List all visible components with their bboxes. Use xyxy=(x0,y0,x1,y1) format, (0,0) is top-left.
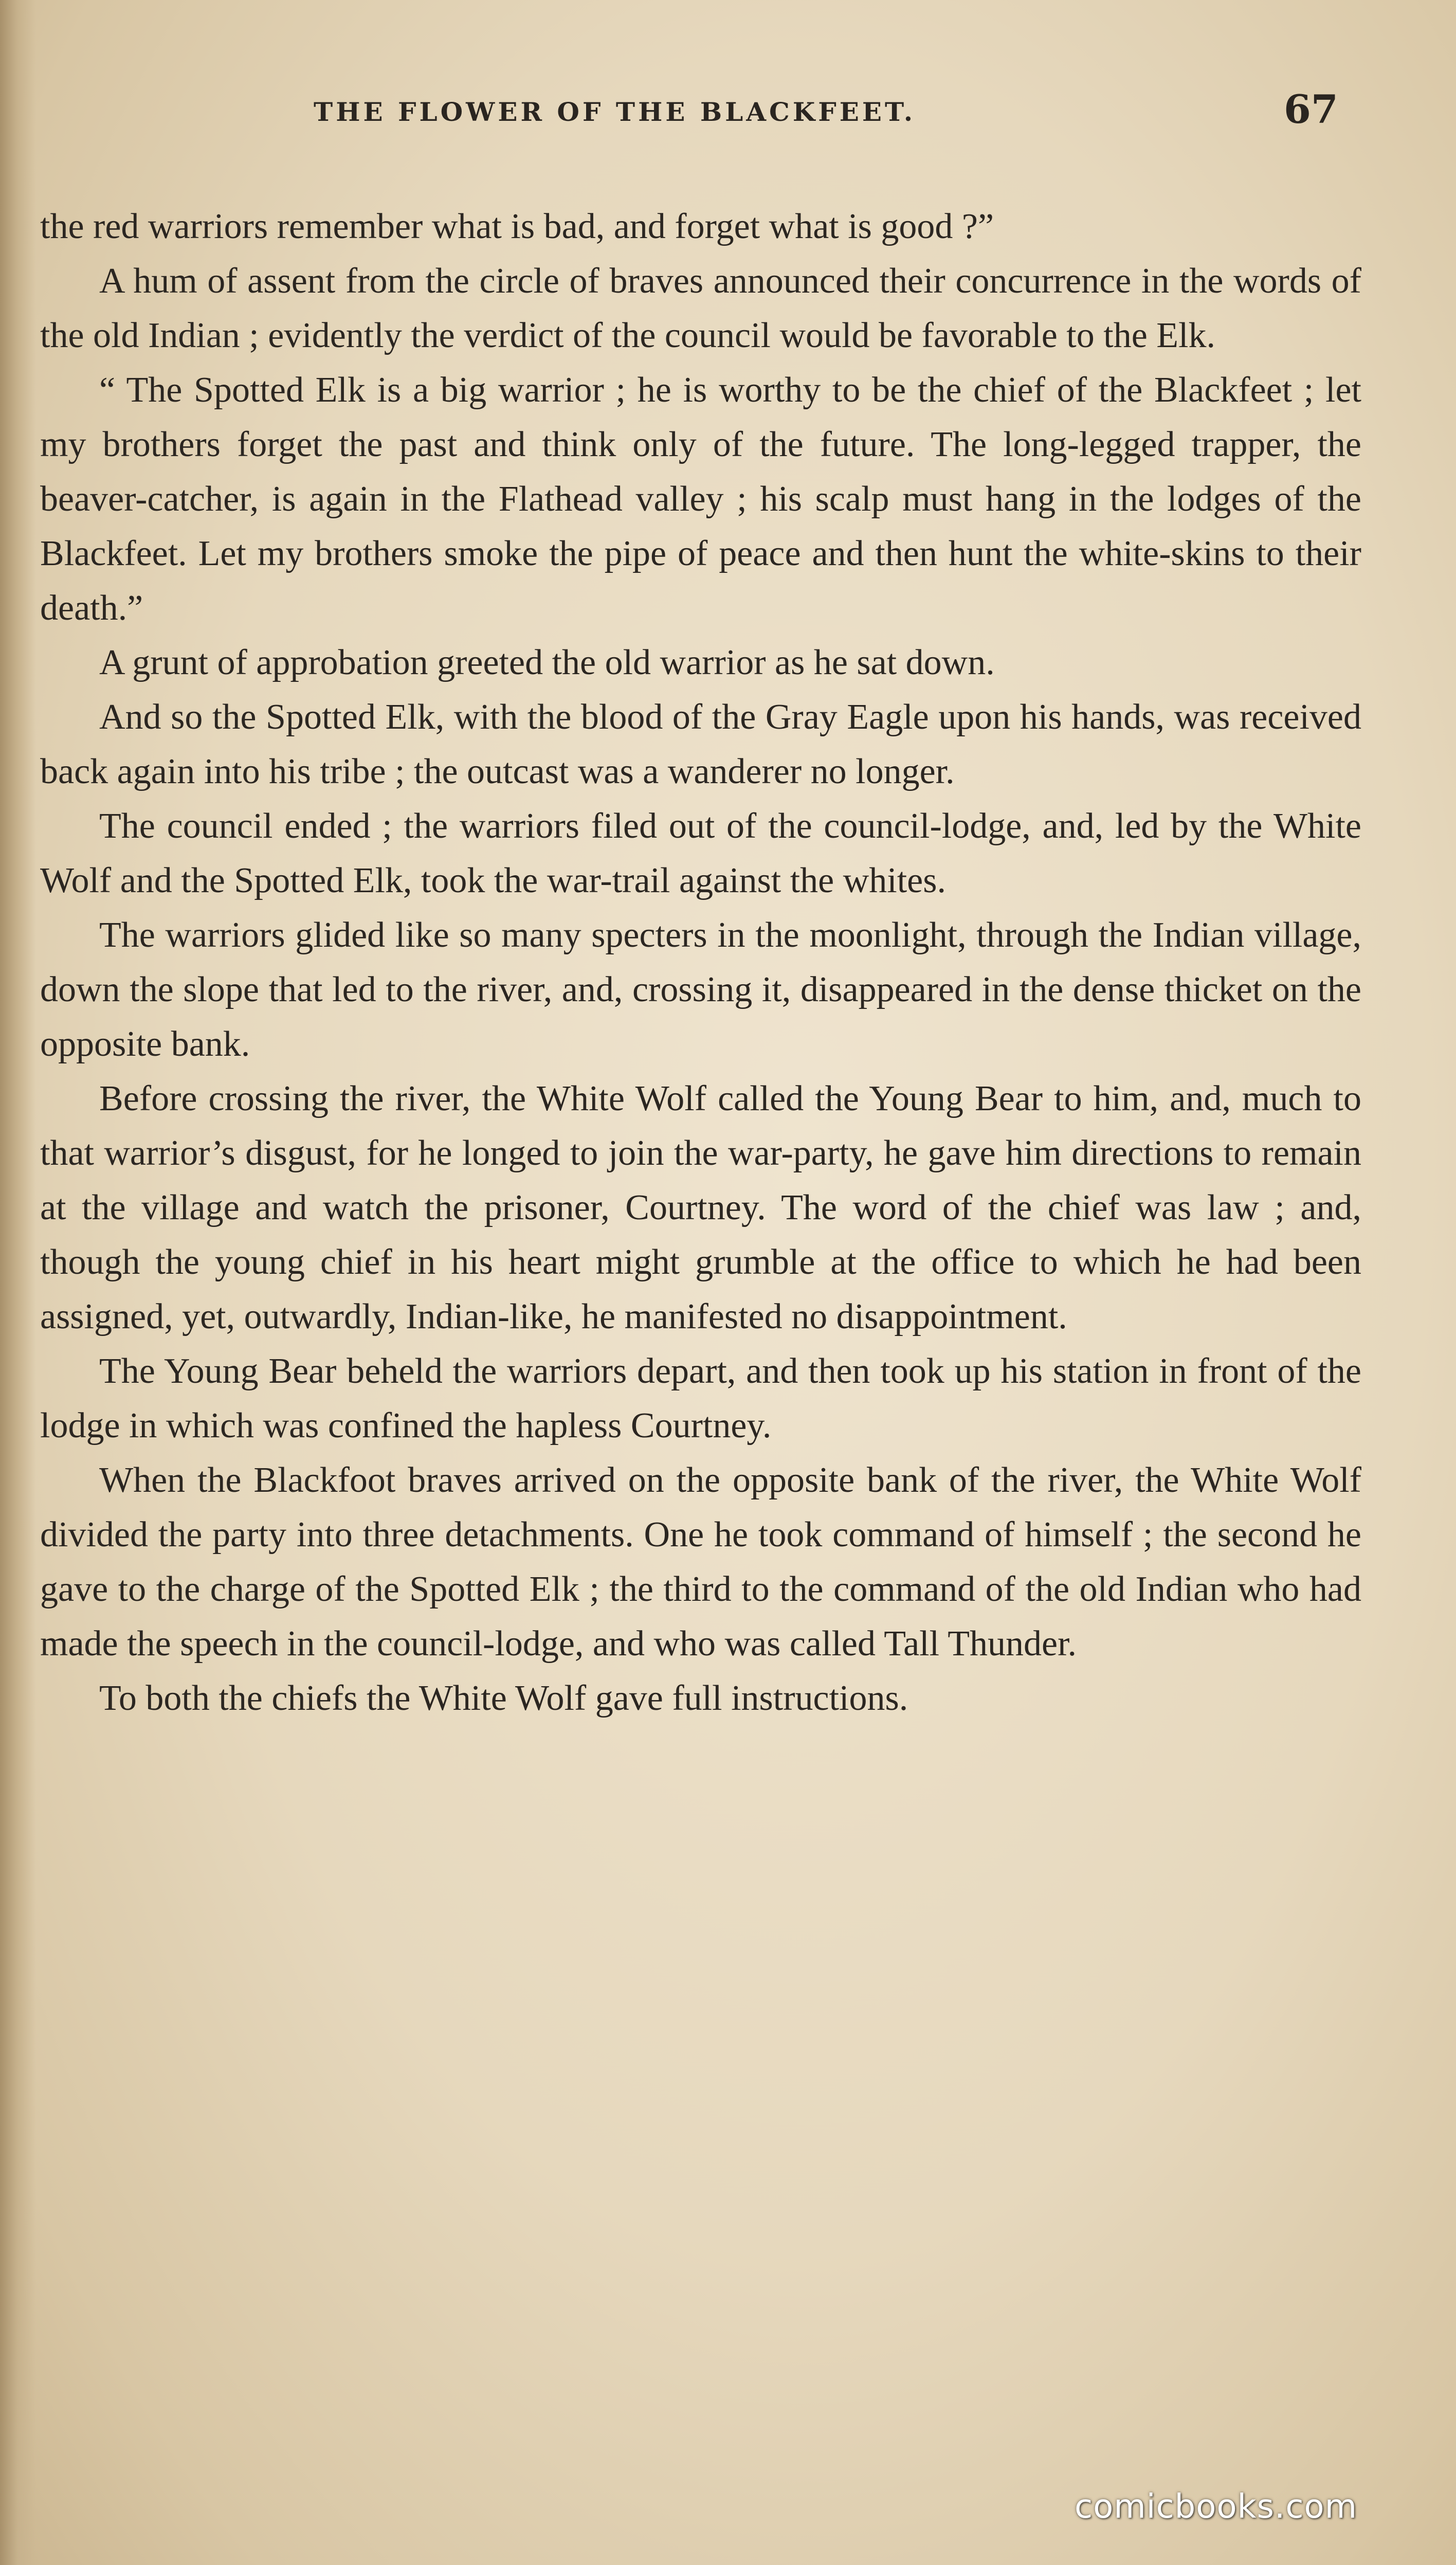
paragraph: The council ended ; the warriors filed out of the council-lodge, and, led by the White Wolf and the Spotted Elk, took the war-trail against the whites. xyxy=(40,806,1361,900)
paragraph: The Young Bear beheld the warriors depart, and then took up his station in front of the lodge in which was confined the hapless Courtney. xyxy=(40,1351,1361,1446)
site-watermark: comicbooks.com xyxy=(1075,2488,1358,2526)
page-gutter-shadow xyxy=(0,0,36,2565)
paragraph: When the Blackfoot braves arrived on the opposite bank of the river, the White Wolf divided the party into three detachments. One he took command of himself ; the second he gave to the charge of the Spotted Elk ; the third to the command of the old Indian who had made the speech in the council-lodge, and who was called Tall Thunder. xyxy=(40,1460,1361,1664)
running-head xyxy=(0,86,1456,138)
page-number: 67 xyxy=(1284,86,1338,132)
paragraph: “ The Spotted Elk is a big warrior ; he is worthy to be the chief of the Blackfeet ; let my brothers forget the past and think only of the future. The long-legged trapper, the beaver-catcher, is again in the Flathead valley ; his scalp must hang in the lodges of the Blackfeet. Let my brothers smoke the pipe of peace and then hunt the white-skins to their death.” xyxy=(40,370,1361,628)
paragraph: And so the Spotted Elk, with the blood of the Gray Eagle upon his hands, was received back again into his tribe ; the outcast was a wanderer no longer. xyxy=(40,697,1361,791)
paragraph: Before crossing the river, the White Wolf called the Young Bear to him, and, much to that warrior’s disgust, for he longed to join the war-party, he gave him directions to remain at the village and watch the prisoner, Courtney. The word of the chief was law ; and, though the young chief in his heart might grumble at the office to which he had been assigned, yet, outwardly, Indian-like, he manifested no disappointment. xyxy=(40,1079,1361,1336)
running-title: THE FLOWER OF THE BLACKFEET. xyxy=(314,97,916,127)
paragraph: A grunt of approbation greeted the old warrior as he sat down. xyxy=(99,643,995,682)
paragraph: To both the chiefs the White Wolf gave full instructions. xyxy=(99,1678,908,1718)
body-text xyxy=(40,200,1361,1726)
paragraph: the red warriors remember what is bad, and forget what is good ?” xyxy=(40,207,994,246)
paragraph: The warriors glided like so many specters in the moonlight, through the Indian village, down the slope that led to the river, and, crossing it, disappeared in the dense thicket on the opposite bank. xyxy=(40,915,1361,1064)
paragraph: A hum of assent from the circle of braves announced their concurrence in the words of the old Indian ; evidently the verdict of the council would be favorable to the Elk. xyxy=(40,261,1361,355)
